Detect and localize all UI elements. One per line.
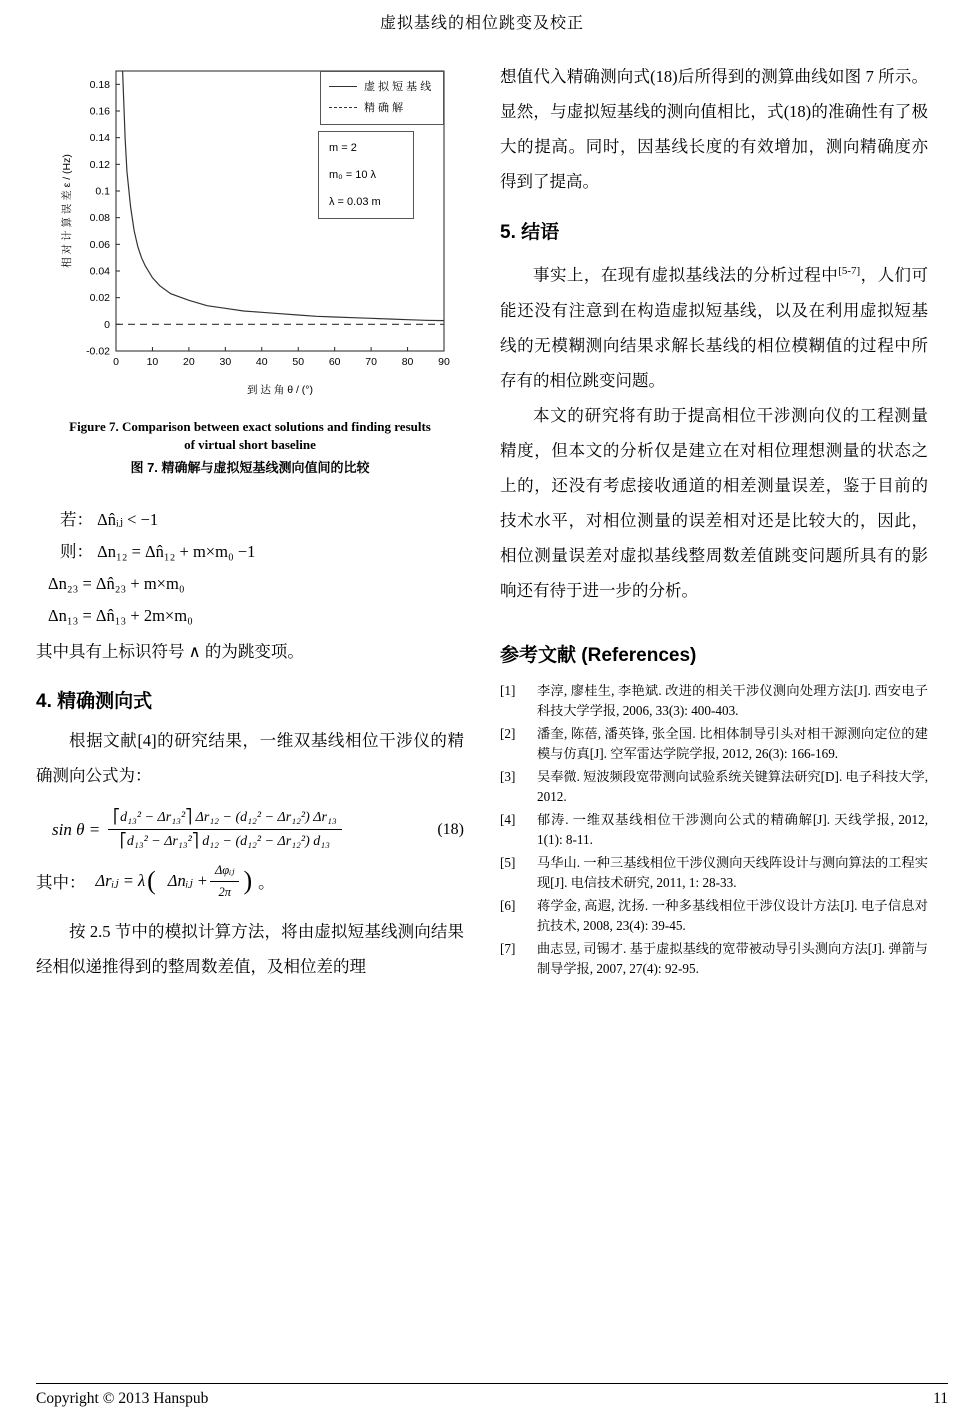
svg-text:0: 0 (113, 356, 119, 368)
svg-text:0: 0 (104, 318, 110, 331)
legend-item-virtual-baseline (329, 78, 435, 94)
reference-text: 马华山. 一种三基线相位干涉仪测向天线阵设计与测向算法的工程实现[J]. 电信技术研究, 2011, 1: 28-33. (537, 854, 928, 890)
where-fraction (210, 862, 240, 900)
continuation-paragraph: 想值代入精确测向式(18)后所得到的测算曲线如图 7 所示。显然，与虚拟短基线的测向值相比，式(18)的准确性有了极大的提高。同时，因基线长度的有效增加，测向精确度亦得到了提高。 (500, 67, 928, 191)
equation-fraction (108, 809, 342, 850)
annotation-line: λ = 0.03 m (329, 196, 381, 208)
section4-heading: 4. 精确测向式 (36, 691, 153, 712)
reference-item (500, 853, 928, 894)
svg-text:0.1: 0.1 (95, 185, 110, 198)
svg-text:0.14: 0.14 (89, 132, 110, 145)
references-heading: 参考文献 (References) (500, 644, 697, 666)
svg-text:0.12: 0.12 (89, 158, 110, 171)
reference-text: 李淳, 廖桂生, 李艳斌. 改进的相关干涉仪测向处理方法[J]. 西安电子科技大学学报, 2006, 33(3): 400-403. (537, 682, 928, 718)
svg-text:-0.02: -0.02 (86, 345, 110, 358)
math-line: 若： Δn̂ᵢⱼ < −1 (60, 510, 159, 529)
svg-text:60: 60 (328, 356, 341, 368)
math-line: Δn₁₃ = Δn̂₁₃ + 2m×m₀ (48, 606, 193, 625)
footer-copyright: Copyright © 2013 Hanspub (36, 1390, 209, 1407)
legend-label: 精 确 解 (364, 102, 404, 114)
reference-text: 潘奎, 陈蓓, 潘英锋, 张全国. 比相体制导引头对相干源测向定位的建模与仿真[J]. 空军雷达学院学报, 2012, 26(3): 166-169. (537, 725, 928, 761)
reference-text: 吴奉微. 短波频段宽带测向试验系统关键算法研究[D]. 电子科技大学, 2012. (537, 768, 928, 804)
right-column (500, 59, 928, 984)
annotation-line: m₀ = 10 λ (329, 169, 377, 181)
equation-18 (36, 809, 464, 850)
paragraph-text: ，人们可能还没有注意到在构造虚拟短基线，以及在利用虚拟短基线的无模糊测向结果求解长基线的相位模糊值的过程中所存有的相位跳变问题。 (500, 265, 929, 390)
svg-text:0.04: 0.04 (89, 265, 110, 278)
equation-lhs: sin θ = (52, 819, 101, 839)
svg-text:相 对 计 算 误 差 ε / (Hz): 相 对 计 算 误 差 ε / (Hz) (61, 154, 73, 268)
conclusion-paragraph-2: 本文的研究将有助于提高相位干涉测向仪的工程测量精度，但本文的分析仅是建立在对相位理想测量的状态之上的，还没有考虑接收通道的相差测量误差，鉴于目前的技术水平，对相位测量的误差相对还是比较大的，因此，相位测量误差对虚拟基线整周数差值跳变问题所具有的影响还有待于进一步的分析。 (500, 405, 928, 600)
svg-text:70: 70 (365, 356, 377, 368)
fraction-denominator: 2π (218, 885, 231, 899)
reference-text: 曲志昱, 司锡才. 基于虚拟基线的宽带被动导引头测向方法[J]. 弹箭与制导学报, 2007, 27(4): 92-95. (537, 940, 928, 976)
caption-english-line2: of virtual short baseline (184, 437, 316, 452)
reference-item (500, 810, 928, 851)
reference-number: [5] (500, 854, 516, 870)
reference-number: [2] (500, 725, 516, 741)
where-definition (36, 862, 464, 900)
caption-chinese: 图 7. 精确解与虚拟短基线测向值间的比较 (130, 460, 370, 475)
svg-text:0.18: 0.18 (89, 78, 110, 91)
svg-text:0.02: 0.02 (89, 292, 110, 305)
solid-line-icon (329, 86, 357, 87)
close-paren: ) (243, 866, 253, 895)
conclusion-paragraph-1 (500, 254, 928, 398)
reference-text: 蒋学金, 高遐, 沈扬. 一种多基线相位干涉仪设计方法[J]. 电子信息对抗技术, 2008, 23(4): 39-45. (537, 897, 928, 933)
figure7-caption (36, 418, 464, 478)
svg-text:80: 80 (401, 356, 414, 368)
simulation-paragraph: 按 2.5 节中的模拟计算方法，将由虚拟短基线测向结果经相似递推得到的整周数差值，及相位差的理 (36, 922, 464, 976)
svg-text:0.08: 0.08 (89, 212, 110, 225)
reference-item (500, 681, 928, 722)
legend-item-exact-solution (329, 99, 435, 115)
equation-number: (18) (437, 820, 464, 838)
reference-item (500, 724, 928, 765)
where-inner: Δnᵢⱼ + (167, 871, 208, 890)
citation-superscript: [5-7] (838, 265, 861, 277)
svg-text:40: 40 (255, 356, 268, 368)
page-title: 虚拟基线的相位跳变及校正 (379, 15, 584, 32)
chart-legend (320, 71, 444, 125)
reference-number: [1] (500, 682, 516, 698)
where-lhs: Δrᵢⱼ = λ (95, 871, 146, 890)
reference-item (500, 896, 928, 937)
fraction-numerator: Δφᵢⱼ (210, 862, 240, 882)
where-suffix: 。 (258, 873, 275, 892)
open-paren: ( (147, 866, 156, 895)
dashed-line-icon (329, 107, 357, 108)
page-footer (36, 1383, 948, 1408)
reference-number: [6] (500, 897, 516, 913)
references-list (500, 681, 928, 980)
paragraph-text: 事实上，在现有虚拟基线法的分析过程中 (533, 265, 839, 285)
figure7 (58, 59, 450, 402)
page-number: 11 (933, 1390, 948, 1407)
svg-text:10: 10 (146, 356, 159, 368)
fraction-denominator: ⎡d₁₃² − Δr₁₃²⎤ d₁₂ − (d₁₂² − Δr₁₂²) d₁₃ (119, 834, 331, 849)
svg-text:90: 90 (438, 356, 450, 368)
reference-text: 郁涛. 一维双基线相位干涉测向公式的精确解[J]. 天线学报, 2012, 1(1): 8-11. (537, 811, 928, 847)
reference-item (500, 767, 928, 808)
svg-text:0.06: 0.06 (89, 238, 110, 251)
svg-text:20: 20 (183, 356, 195, 368)
caption-english-line1: Figure 7. Comparison between exact solutions and finding results (69, 419, 431, 434)
left-column (36, 59, 464, 984)
math-line: Δn₂₃ = Δn̂₂₃ + m×m₀ (48, 574, 185, 593)
legend-label: 虚 拟 短 基 线 (364, 81, 432, 93)
section4-intro-paragraph: 根据文献[4]的研究结果，一维双基线相位干涉仪的精确测向公式为： (36, 731, 464, 785)
math-line: 则： Δn₁₂ = Δn̂₁₂ + m×m₀ −1 (60, 542, 256, 561)
svg-text:50: 50 (292, 356, 305, 368)
reference-number: [7] (500, 940, 516, 956)
svg-text:30: 30 (219, 356, 232, 368)
svg-text:0.16: 0.16 (89, 105, 110, 118)
where-label: 其中： (36, 873, 86, 892)
svg-text:到 达 角 θ / (°): 到 达 角 θ / (°) (246, 384, 314, 396)
two-column-layout (0, 59, 964, 984)
section5-heading: 5. 结语 (500, 222, 560, 243)
fraction-numerator: ⎡d₁₃² − Δr₁₃²⎤ Δr₁₂ − (d₁₂² − Δr₁₂²) Δr₁₃ (108, 809, 342, 830)
reference-number: [3] (500, 768, 516, 784)
chart-annotation-box (318, 131, 414, 219)
jump-term-note: 其中具有上标识符号 ∧ 的为跳变项。 (36, 642, 304, 661)
jump-term-equations (36, 504, 464, 632)
reference-item (500, 939, 928, 980)
annotation-line: m = 2 (329, 142, 357, 154)
reference-number: [4] (500, 811, 516, 827)
